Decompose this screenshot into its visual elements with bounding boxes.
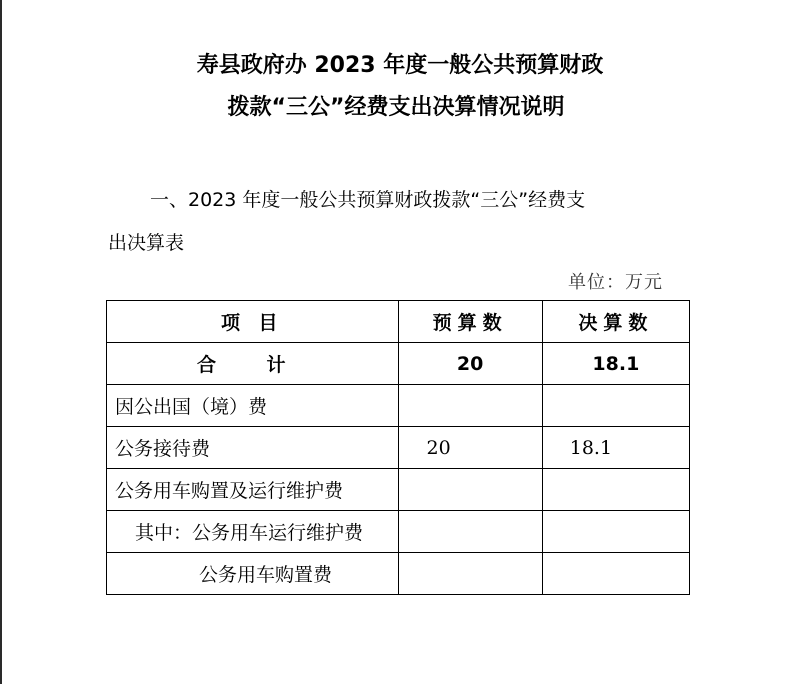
header-item: 项 目	[107, 301, 399, 343]
row-label: 其中：公务用车运行维护费	[107, 511, 399, 553]
header-budget: 预算数	[398, 301, 542, 343]
table-header-row	[107, 301, 690, 343]
row-budget	[398, 553, 542, 595]
total-budget: 20	[398, 343, 542, 385]
row-label: 因公出国（境）费	[107, 385, 399, 427]
row-budget	[398, 469, 542, 511]
row-actual	[542, 511, 689, 553]
row-budget: 20	[398, 427, 542, 469]
total-label: 合 计	[107, 343, 399, 385]
row-actual	[542, 553, 689, 595]
table-row-total	[107, 343, 690, 385]
row-budget	[398, 511, 542, 553]
unit-label: 单位：万元	[568, 272, 663, 293]
section-heading-line-1: 一、2023 年度一般公共预算财政拨款“三公”经费支	[150, 189, 586, 211]
row-budget	[398, 385, 542, 427]
table-row	[107, 553, 690, 595]
table-row	[107, 385, 690, 427]
document-title-line-1: 寿县政府办 2023 年度一般公共预算财政	[196, 53, 604, 78]
row-label: 公务接待费	[107, 427, 399, 469]
row-label: 公务用车购置及运行维护费	[107, 469, 399, 511]
row-actual	[542, 469, 689, 511]
document-title-line-2: 拨款“三公”经费支出决算情况说明	[227, 95, 565, 120]
row-actual	[542, 385, 689, 427]
row-actual: 18.1	[542, 427, 689, 469]
header-actual: 决算数	[542, 301, 689, 343]
section-heading-line-2: 出决算表	[108, 232, 185, 254]
three-public-expenses-table	[106, 300, 690, 595]
table-row	[107, 511, 690, 553]
total-actual: 18.1	[542, 343, 689, 385]
row-label: 公务用车购置费	[107, 553, 399, 595]
table-row	[107, 469, 690, 511]
table-row	[107, 427, 690, 469]
